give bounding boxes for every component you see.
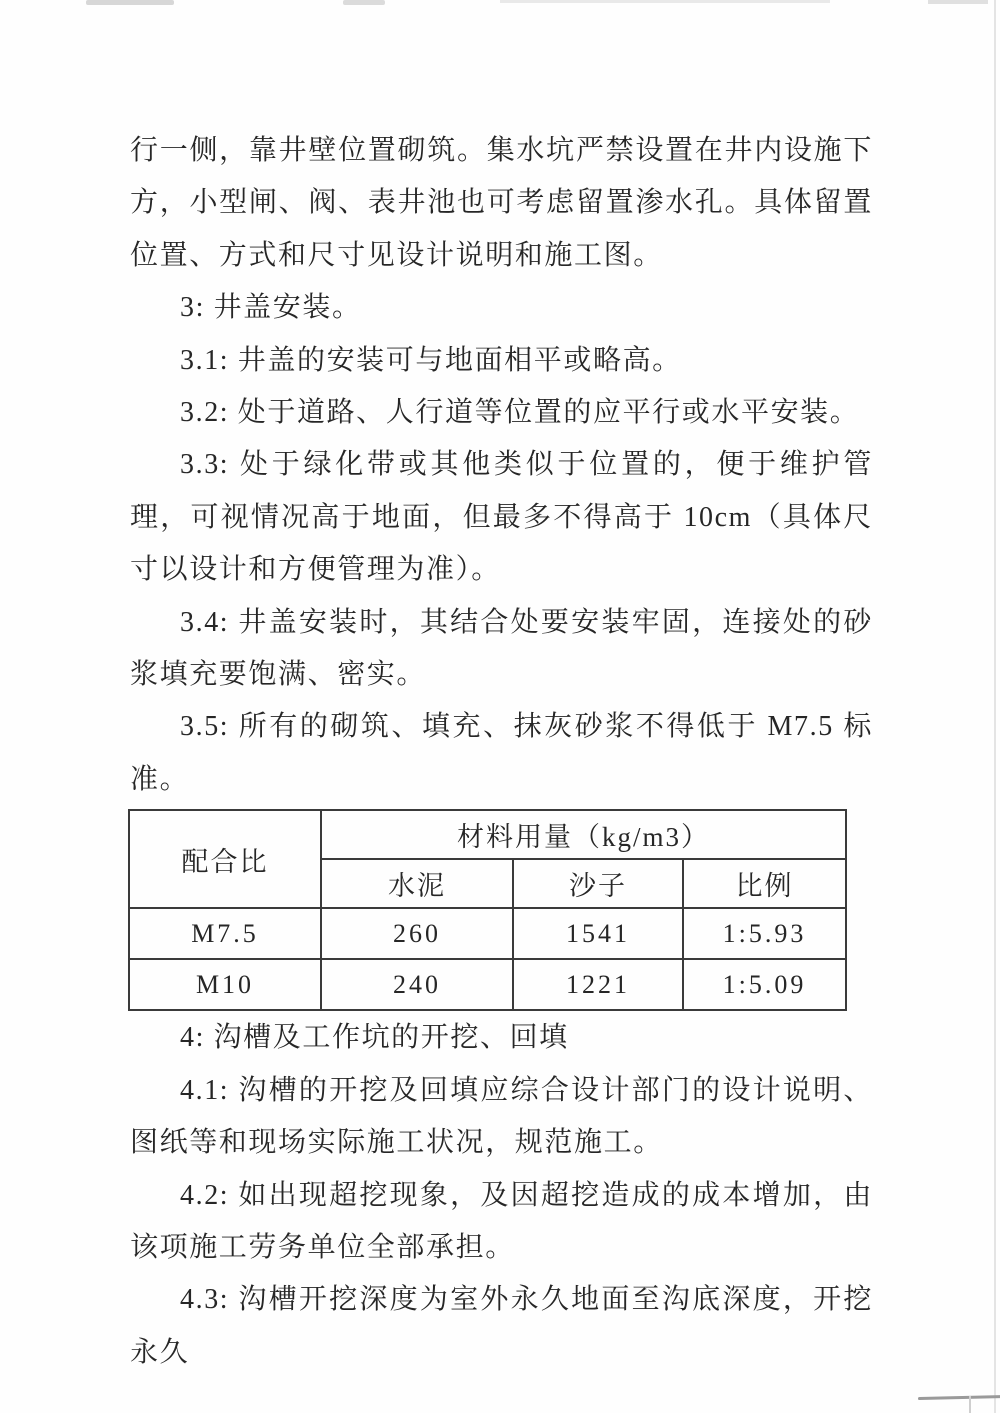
cell-cement-m75: 260: [321, 908, 513, 959]
paragraph-continuation: 行一侧，靠井壁位置砌筑。集水坑严禁设置在井内设施下方，小型闸、阀、表井池也可考虑留置渗水孔。具体留置位置、方式和尺寸见设计说明和施工图。: [130, 135, 873, 271]
table-header-row-group: [129, 810, 846, 859]
table-subheader-sand: 沙子: [513, 859, 683, 908]
cell-ratio-m10: 1:5.09: [683, 959, 846, 1010]
cell-sand-m10: 1221: [513, 959, 683, 1010]
table-subheader-cement: 水泥: [321, 859, 513, 908]
table-row-m10: [129, 959, 846, 1010]
cell-cement-m10: 240: [321, 959, 513, 1010]
table-subheader-ratio: 比例: [683, 859, 846, 908]
paragraph-item-3-5: 3.5: 所有的砌筑、填充、抹灰砂浆不得低于 M7.5 标准。: [130, 711, 873, 795]
document-body: [130, 125, 873, 1379]
cell-mix-m10: M10: [129, 959, 321, 1010]
scan-artifact: [86, 0, 174, 5]
paragraph-item-3-2: 3.2: 处于道路、人行道等位置的应平行或水平安装。: [180, 397, 860, 429]
scan-artifact: [500, 0, 830, 3]
paragraph-item-4-1: 4.1: 沟槽的开挖及回填应综合设计部门的设计说明、图纸等和现场实际施工状况，规范施工。: [130, 1074, 873, 1159]
table-corner-header-mix-ratio: 配合比: [129, 810, 321, 908]
table-row-m75: [129, 908, 846, 959]
cell-mix-m75: M7.5: [129, 908, 321, 959]
paragraph-item-3-4: 3.4: 井盖安装时，其结合处要安装牢固，连接处的砂浆填充要饱满、密实。: [130, 606, 873, 691]
mortar-mix-ratio-table: [128, 809, 847, 1011]
paragraph-item-4-2: 4.2: 如出现超挖现象，及因超挖造成的成本增加，由该项施工劳务单位全部承担。: [130, 1179, 873, 1263]
cell-ratio-m75: 1:5.93: [683, 908, 846, 959]
scan-artifact-corner: [969, 1396, 971, 1413]
paragraph-item-3-3: 3.3: 处于绿化带或其他类似于位置的，便于维护管理，可视情况高于地面，但最多不得高于 10cm（具体尺寸以设计和方便管理为准）。: [130, 449, 873, 586]
paragraph-item-4: 4: 沟槽及工作坑的开挖、回填: [180, 1022, 569, 1054]
scan-artifact: [928, 0, 988, 4]
scan-artifact-corner: [918, 1395, 1000, 1400]
scan-artifact: [343, 0, 385, 5]
paragraph-item-4-3: 4.3: 沟槽开挖深度为室外永久地面至沟底深度，开挖永久: [130, 1284, 873, 1368]
paragraph-item-3: 3: 井盖安装。: [180, 292, 362, 324]
scan-artifact-right-edge: [994, 0, 996, 1413]
paragraph-item-3-1: 3.1: 井盖的安装可与地面相平或略高。: [180, 344, 682, 376]
cell-sand-m75: 1541: [513, 908, 683, 959]
table-group-header-material-usage: 材料用量（kg/m3）: [321, 810, 846, 859]
